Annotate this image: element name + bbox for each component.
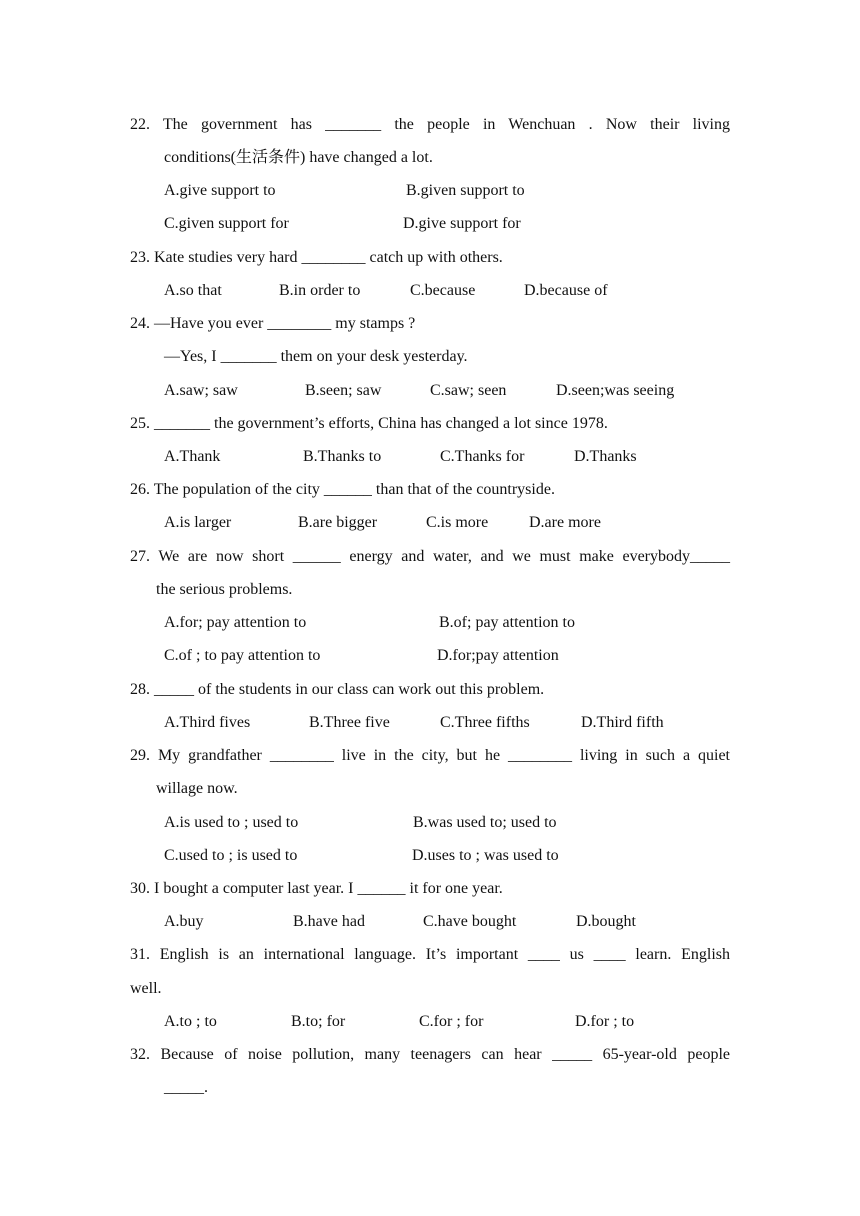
question-25-option-c: C.Thanks for — [440, 448, 525, 465]
question-28-option-d: D.Third fifth — [581, 714, 664, 731]
question-30-option-b: B.have had — [293, 913, 365, 930]
question-24-stem: 24. —Have you ever ________ my stamps ? — [130, 315, 416, 332]
question-31-option-c: C.for ; for — [419, 1013, 484, 1030]
question-29-stem-continued: willage now. — [156, 780, 238, 797]
question-26-option-d: D.are more — [529, 514, 601, 531]
question-24-option-a: A.saw; saw — [164, 382, 238, 399]
question-28-option-b: B.Three five — [309, 714, 390, 731]
question-24-option-c: C.saw; seen — [430, 382, 507, 399]
question-28-option-a: A.Third fives — [164, 714, 251, 731]
question-32-stem-continued: _____. — [164, 1079, 208, 1096]
question-25-option-a: A.Thank — [164, 448, 221, 465]
question-29-option-d: D.uses to ; was used to — [412, 847, 559, 864]
question-30-option-a: A.buy — [164, 913, 204, 930]
question-29-stem: 29. My grandfather ________ live in the city, but he ________ living in such a quiet — [130, 747, 730, 764]
question-25-option-b: B.Thanks to — [303, 448, 382, 465]
question-22-option-a: A.give support to — [164, 182, 276, 199]
question-26-stem: 26. The population of the city ______ than that of the countryside. — [130, 481, 555, 498]
question-27-stem-continued: the serious problems. — [156, 581, 293, 598]
question-31-option-a: A.to ; to — [164, 1013, 217, 1030]
question-30-option-c: C.have bought — [423, 913, 517, 930]
question-26-option-a: A.is larger — [164, 514, 232, 531]
question-24-stem-reply: —Yes, I _______ them on your desk yesterday. — [164, 348, 468, 365]
question-22-stem: 22. The government has _______ the people in Wenchuan . Now their living — [130, 116, 730, 133]
question-29-option-a: A.is used to ; used to — [164, 814, 299, 831]
question-22-option-b: B.given support to — [406, 182, 525, 199]
question-29-option-c: C.used to ; is used to — [164, 847, 298, 864]
question-28-option-c: C.Three fifths — [440, 714, 530, 731]
question-28-stem: 28. _____ of the students in our class can work out this problem. — [130, 681, 545, 698]
question-31-option-d: D.for ; to — [575, 1013, 635, 1030]
question-23-option-b: B.in order to — [279, 282, 361, 299]
question-27-option-a: A.for; pay attention to — [164, 614, 307, 631]
question-32-stem: 32. Because of noise pollution, many teenagers can hear _____ 65-year-old people — [130, 1046, 730, 1063]
question-26-option-c: C.is more — [426, 514, 489, 531]
question-22-option-c: C.given support for — [164, 215, 289, 232]
question-27-stem: 27. We are now short ______ energy and water, and we must make everybody_____ — [130, 548, 730, 565]
question-27-option-d: D.for;pay attention — [437, 647, 559, 664]
question-23-option-d: D.because of — [524, 282, 608, 299]
question-27-option-c: C.of ; to pay attention to — [164, 647, 321, 664]
question-31-option-b: B.to; for — [291, 1013, 346, 1030]
question-31-stem-continued: well. — [130, 980, 162, 997]
question-22-option-d: D.give support for — [403, 215, 521, 232]
question-31-stem: 31. English is an international language. It’s important ____ us ____ learn. English — [130, 946, 730, 963]
question-23-option-c: C.because — [410, 282, 476, 299]
question-29-option-b: B.was used to; used to — [413, 814, 557, 831]
question-23-stem: 23. Kate studies very hard ________ catch up with others. — [130, 249, 503, 266]
question-22-stem-continued: conditions(生活条件) have changed a lot. — [164, 149, 433, 166]
question-23-option-a: A.so that — [164, 282, 222, 299]
question-24-option-b: B.seen; saw — [305, 382, 382, 399]
question-26-option-b: B.are bigger — [298, 514, 378, 531]
question-30-option-d: D.bought — [576, 913, 636, 930]
question-24-option-d: D.seen;was seeing — [556, 382, 675, 399]
question-27-option-b: B.of; pay attention to — [439, 614, 575, 631]
question-25-option-d: D.Thanks — [574, 448, 637, 465]
question-30-stem: 30. I bought a computer last year. I ______ it for one year. — [130, 880, 503, 897]
question-25-stem: 25. _______ the government’s efforts, China has changed a lot since 1978. — [130, 415, 608, 432]
